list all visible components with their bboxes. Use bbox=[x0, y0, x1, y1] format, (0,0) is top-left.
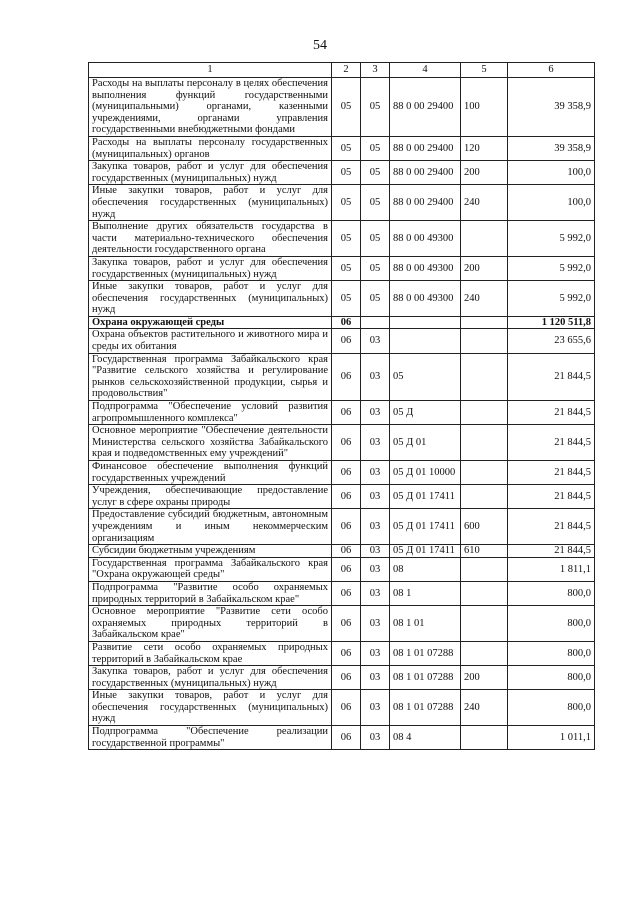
table-row bbox=[89, 425, 595, 461]
row-section-cell: 05 bbox=[332, 185, 361, 221]
row-subsection-cell: 03 bbox=[361, 401, 390, 425]
row-amount-cell: 21 844,5 bbox=[508, 353, 595, 400]
row-expense-type-cell bbox=[461, 557, 508, 581]
row-expense-type-cell bbox=[461, 353, 508, 400]
table-row bbox=[89, 329, 595, 353]
row-expense-type-cell: 610 bbox=[461, 545, 508, 558]
row-name-cell: Учреждения, обеспечивающие предоставление услуг в сфере охраны природы bbox=[89, 485, 332, 509]
row-section-cell: 05 bbox=[332, 136, 361, 160]
row-target-code-cell: 08 1 01 07288 bbox=[390, 641, 461, 665]
row-section-cell: 06 bbox=[332, 557, 361, 581]
column-header: 1 bbox=[89, 63, 332, 78]
row-expense-type-cell: 200 bbox=[461, 256, 508, 280]
row-expense-type-cell bbox=[461, 461, 508, 485]
row-subsection-cell: 03 bbox=[361, 606, 390, 642]
row-name-cell: Государственная программа Забайкальского края "Развитие сельского хозяйства и регулирование рынков сельскохозяйственной продукции, сырья и продовольствия" bbox=[89, 353, 332, 400]
row-name-cell: Охрана объектов растительного и животного мира и среды их обитания bbox=[89, 329, 332, 353]
row-section-cell: 05 bbox=[332, 161, 361, 185]
budget-table bbox=[88, 62, 595, 750]
row-section-cell: 06 bbox=[332, 485, 361, 509]
row-section-cell: 06 bbox=[332, 726, 361, 750]
row-name-cell: Субсидии бюджетным учреждениям bbox=[89, 545, 332, 558]
row-name-cell: Закупка товаров, работ и услуг для обеспечения государственных (муниципальных) нужд bbox=[89, 161, 332, 185]
row-subsection-cell: 05 bbox=[361, 78, 390, 137]
row-expense-type-cell: 240 bbox=[461, 185, 508, 221]
row-amount-cell: 1 011,1 bbox=[508, 726, 595, 750]
row-subsection-cell: 03 bbox=[361, 726, 390, 750]
row-name-cell: Подпрограмма "Обеспечение реализации государственной программы" bbox=[89, 726, 332, 750]
row-expense-type-cell: 600 bbox=[461, 509, 508, 545]
row-section-cell: 06 bbox=[332, 641, 361, 665]
row-expense-type-cell bbox=[461, 726, 508, 750]
row-expense-type-cell bbox=[461, 316, 508, 329]
row-target-code-cell bbox=[390, 329, 461, 353]
row-target-code-cell: 88 0 00 49300 bbox=[390, 281, 461, 317]
row-name-cell: Расходы на выплаты персоналу в целях обеспечения выполнения функций государственными (муниципальными) органами, казенными учреждениями, органами управления государственными внебюджетными фондами bbox=[89, 78, 332, 137]
row-expense-type-cell bbox=[461, 641, 508, 665]
table-row bbox=[89, 353, 595, 400]
row-subsection-cell: 03 bbox=[361, 690, 390, 726]
table-row bbox=[89, 461, 595, 485]
row-name-cell: Иные закупки товаров, работ и услуг для обеспечения государственных (муниципальных) нужд bbox=[89, 690, 332, 726]
row-section-cell: 06 bbox=[332, 606, 361, 642]
row-amount-cell: 5 992,0 bbox=[508, 281, 595, 317]
row-target-code-cell: 08 1 01 07288 bbox=[390, 690, 461, 726]
row-section-cell: 06 bbox=[332, 353, 361, 400]
row-target-code-cell: 05 Д bbox=[390, 401, 461, 425]
row-amount-cell: 800,0 bbox=[508, 690, 595, 726]
row-name-cell: Охрана окружающей среды bbox=[89, 316, 332, 329]
row-target-code-cell: 88 0 00 29400 bbox=[390, 78, 461, 137]
row-target-code-cell bbox=[390, 316, 461, 329]
page-number: 54 bbox=[313, 38, 327, 53]
row-target-code-cell: 05 bbox=[390, 353, 461, 400]
row-expense-type-cell: 200 bbox=[461, 161, 508, 185]
row-section-cell: 05 bbox=[332, 281, 361, 317]
row-amount-cell: 21 844,5 bbox=[508, 461, 595, 485]
row-subsection-cell bbox=[361, 316, 390, 329]
table-row bbox=[89, 256, 595, 280]
row-target-code-cell: 88 0 00 29400 bbox=[390, 161, 461, 185]
table-row bbox=[89, 401, 595, 425]
row-amount-cell: 23 655,6 bbox=[508, 329, 595, 353]
table-row bbox=[89, 666, 595, 690]
row-expense-type-cell bbox=[461, 581, 508, 605]
table-row bbox=[89, 726, 595, 750]
row-amount-cell: 5 992,0 bbox=[508, 221, 595, 257]
row-target-code-cell: 05 Д 01 17411 bbox=[390, 485, 461, 509]
row-name-cell: Государственная программа Забайкальского края "Охрана окружающей среды" bbox=[89, 557, 332, 581]
table-row bbox=[89, 316, 595, 329]
row-amount-cell: 800,0 bbox=[508, 606, 595, 642]
row-subsection-cell: 05 bbox=[361, 221, 390, 257]
row-section-cell: 05 bbox=[332, 256, 361, 280]
row-subsection-cell: 05 bbox=[361, 161, 390, 185]
row-section-cell: 06 bbox=[332, 581, 361, 605]
row-expense-type-cell bbox=[461, 606, 508, 642]
row-target-code-cell: 88 0 00 49300 bbox=[390, 256, 461, 280]
row-section-cell: 06 bbox=[332, 666, 361, 690]
row-name-cell: Закупка товаров, работ и услуг для обеспечения государственных (муниципальных) нужд bbox=[89, 256, 332, 280]
row-target-code-cell: 08 1 bbox=[390, 581, 461, 605]
row-target-code-cell: 05 Д 01 17411 bbox=[390, 509, 461, 545]
row-section-cell: 06 bbox=[332, 401, 361, 425]
row-target-code-cell: 05 Д 01 bbox=[390, 425, 461, 461]
row-amount-cell: 100,0 bbox=[508, 161, 595, 185]
row-subsection-cell: 05 bbox=[361, 185, 390, 221]
row-subsection-cell: 03 bbox=[361, 557, 390, 581]
row-amount-cell: 39 358,9 bbox=[508, 78, 595, 137]
table-row bbox=[89, 281, 595, 317]
row-amount-cell: 5 992,0 bbox=[508, 256, 595, 280]
row-expense-type-cell: 240 bbox=[461, 281, 508, 317]
table-row bbox=[89, 641, 595, 665]
row-subsection-cell: 03 bbox=[361, 485, 390, 509]
row-target-code-cell: 08 bbox=[390, 557, 461, 581]
column-header: 2 bbox=[332, 63, 361, 78]
row-name-cell: Подпрограмма "Обеспечение условий развития агропромышленного комплекса" bbox=[89, 401, 332, 425]
row-target-code-cell: 05 Д 01 17411 bbox=[390, 545, 461, 558]
row-subsection-cell: 03 bbox=[361, 353, 390, 400]
row-amount-cell: 800,0 bbox=[508, 581, 595, 605]
row-section-cell: 06 bbox=[332, 329, 361, 353]
row-subsection-cell: 03 bbox=[361, 425, 390, 461]
row-name-cell: Подпрограмма "Развитие особо охраняемых природных территорий в Забайкальском крае" bbox=[89, 581, 332, 605]
row-target-code-cell: 88 0 00 49300 bbox=[390, 221, 461, 257]
row-name-cell: Закупка товаров, работ и услуг для обеспечения государственных (муниципальных) нужд bbox=[89, 666, 332, 690]
row-subsection-cell: 03 bbox=[361, 329, 390, 353]
row-subsection-cell: 03 bbox=[361, 461, 390, 485]
table-row bbox=[89, 78, 595, 137]
row-amount-cell: 21 844,5 bbox=[508, 509, 595, 545]
table-row bbox=[89, 606, 595, 642]
row-target-code-cell: 08 1 01 bbox=[390, 606, 461, 642]
table-row bbox=[89, 581, 595, 605]
row-name-cell: Расходы на выплаты персоналу государственных (муниципальных) органов bbox=[89, 136, 332, 160]
row-subsection-cell: 05 bbox=[361, 256, 390, 280]
row-target-code-cell: 88 0 00 29400 bbox=[390, 136, 461, 160]
table-row bbox=[89, 161, 595, 185]
row-subsection-cell: 03 bbox=[361, 545, 390, 558]
row-subsection-cell: 05 bbox=[361, 281, 390, 317]
table-row bbox=[89, 485, 595, 509]
row-name-cell: Развитие сети особо охраняемых природных территорий в Забайкальском крае bbox=[89, 641, 332, 665]
row-subsection-cell: 03 bbox=[361, 581, 390, 605]
column-header: 6 bbox=[508, 63, 595, 78]
row-expense-type-cell: 100 bbox=[461, 78, 508, 137]
table-row bbox=[89, 557, 595, 581]
row-amount-cell: 39 358,9 bbox=[508, 136, 595, 160]
row-name-cell: Иные закупки товаров, работ и услуг для обеспечения государственных (муниципальных) нужд bbox=[89, 281, 332, 317]
row-expense-type-cell: 200 bbox=[461, 666, 508, 690]
row-section-cell: 05 bbox=[332, 221, 361, 257]
table-row bbox=[89, 136, 595, 160]
row-amount-cell: 100,0 bbox=[508, 185, 595, 221]
row-target-code-cell: 08 1 01 07288 bbox=[390, 666, 461, 690]
row-expense-type-cell: 240 bbox=[461, 690, 508, 726]
row-target-code-cell: 88 0 00 29400 bbox=[390, 185, 461, 221]
row-amount-cell: 21 844,5 bbox=[508, 425, 595, 461]
row-section-cell: 06 bbox=[332, 425, 361, 461]
row-section-cell: 06 bbox=[332, 690, 361, 726]
row-expense-type-cell bbox=[461, 485, 508, 509]
table-row bbox=[89, 185, 595, 221]
row-expense-type-cell bbox=[461, 329, 508, 353]
row-name-cell: Основное мероприятие "Обеспечение деятельности Министерства сельского хозяйства Забайкальского края и подведомственных ему учреждений" bbox=[89, 425, 332, 461]
row-target-code-cell: 05 Д 01 10000 bbox=[390, 461, 461, 485]
row-name-cell: Основное мероприятие "Развитие сети особо охраняемых природных территорий в Забайкальском крае" bbox=[89, 606, 332, 642]
row-amount-cell: 800,0 bbox=[508, 666, 595, 690]
column-header: 3 bbox=[361, 63, 390, 78]
table-row bbox=[89, 221, 595, 257]
column-header: 4 bbox=[390, 63, 461, 78]
row-name-cell: Предоставление субсидий бюджетным, автономным учреждениям и иным некоммерческим организациям bbox=[89, 509, 332, 545]
row-amount-cell: 21 844,5 bbox=[508, 545, 595, 558]
row-expense-type-cell bbox=[461, 425, 508, 461]
table-row bbox=[89, 545, 595, 558]
row-amount-cell: 21 844,5 bbox=[508, 401, 595, 425]
row-name-cell: Финансовое обеспечение выполнения функций государственных учреждений bbox=[89, 461, 332, 485]
row-section-cell: 06 bbox=[332, 509, 361, 545]
table-header-row bbox=[89, 63, 595, 78]
row-amount-cell: 1 811,1 bbox=[508, 557, 595, 581]
row-section-cell: 05 bbox=[332, 78, 361, 137]
row-expense-type-cell bbox=[461, 401, 508, 425]
row-target-code-cell: 08 4 bbox=[390, 726, 461, 750]
table-row bbox=[89, 690, 595, 726]
row-subsection-cell: 03 bbox=[361, 509, 390, 545]
column-header: 5 bbox=[461, 63, 508, 78]
row-expense-type-cell bbox=[461, 221, 508, 257]
row-name-cell: Выполнение других обязательств государства в части материально-технического обеспечения деятельности государственного органа bbox=[89, 221, 332, 257]
row-subsection-cell: 03 bbox=[361, 641, 390, 665]
row-subsection-cell: 03 bbox=[361, 666, 390, 690]
table-row bbox=[89, 509, 595, 545]
row-expense-type-cell: 120 bbox=[461, 136, 508, 160]
row-subsection-cell: 05 bbox=[361, 136, 390, 160]
row-amount-cell: 800,0 bbox=[508, 641, 595, 665]
row-section-cell: 06 bbox=[332, 461, 361, 485]
row-section-cell: 06 bbox=[332, 545, 361, 558]
row-name-cell: Иные закупки товаров, работ и услуг для обеспечения государственных (муниципальных) нужд bbox=[89, 185, 332, 221]
row-amount-cell: 1 120 511,8 bbox=[508, 316, 595, 329]
row-section-cell: 06 bbox=[332, 316, 361, 329]
row-amount-cell: 21 844,5 bbox=[508, 485, 595, 509]
